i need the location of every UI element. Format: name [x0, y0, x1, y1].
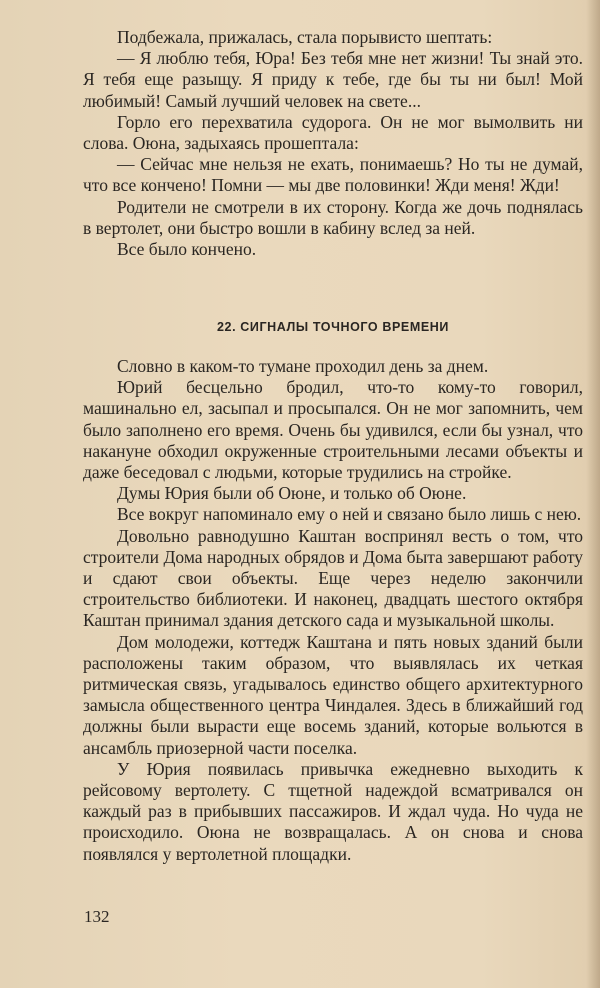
paragraph: Родители не смотрели в их сторону. Когда же дочь поднялась в вертолет, они быстро вошли в кабину вслед за ней.: [83, 196, 583, 238]
chapter-heading: 22. СИГНАЛЫ ТОЧНОГО ВРЕМЕНИ: [217, 320, 449, 334]
chapter-body-text: [83, 356, 583, 865]
chapter-end-text: [83, 27, 583, 260]
paragraph: Горло его перехватила судорога. Он не мог вымолвить ни слова. Оюна, задыхаясь прошептала:: [83, 111, 583, 154]
page-edge-shadow: [586, 0, 600, 988]
paragraph: Дом молодежи, коттедж Каштана и пять новых зданий были расположены таким образом, что выявлялась их четкая ритмическая связь, угадывалось единство общего архитектурного замысла общественного центра Чиндалея. Здесь в ближайший год должны были вырасти еще восемь зданий, которые вольются в ансамбль приозерной части поселка.: [83, 631, 583, 758]
paragraph: Юрий бесцельно бродил, что-то кому-то говорил, машинально ел, засыпал и просыпался. Он не мог запомнить, чем было заполнено его время. Очень бы удивился, если бы узнал, что накануне обходил окруженные строительными лесами объекты и даже беседовал с людьми, которые трудились на стройке.: [83, 377, 583, 483]
paragraph: Все было кончено.: [117, 239, 257, 260]
paragraph: — Сейчас мне нельзя не ехать, понимаешь? Но ты не думай, что все кончено! Помни — мы две половинки! Жди меня! Жди!: [83, 154, 583, 196]
paragraph: Все вокруг напоминало ему о ней и связано было лишь с нею.: [117, 504, 582, 525]
page-number: 132: [84, 907, 110, 926]
paragraph: Словно в каком-то тумане проходил день за днем.: [117, 356, 489, 376]
paragraph: Подбежала, прижалась, стала порывисто шептать:: [117, 27, 493, 47]
paragraph: Думы Юрия были об Оюне, и только об Оюне.: [117, 483, 467, 504]
paragraph: Довольно равнодушно Каштан воспринял весть о том, что строители Дома народных обрядов и Дома быта завершают работу и сдают свои объекты. Еще через неделю закончили строительство библиотеки. И наконец, двадцать шестого октября Каштан принимал здания детского сада и музыкальной школы.: [83, 525, 583, 631]
paragraph: У Юрия появилась привычка ежедневно выходить к рейсовому вертолету. С тщетной надеждой всматривался он каждый раз в прибывших пассажиров. И ждал чуда. Но чуда не происходило. Оюна не возвращалась. А он снова и снова появлялся у вертолетной площадки.: [83, 758, 583, 864]
paragraph: — Я люблю тебя, Юра! Без тебя мне нет жизни! Ты знай это. Я тебя еще разыщу. Я приду к тебе, где бы ты ни был! Мой любимый! Самый лучший человек на свете...: [83, 48, 583, 111]
